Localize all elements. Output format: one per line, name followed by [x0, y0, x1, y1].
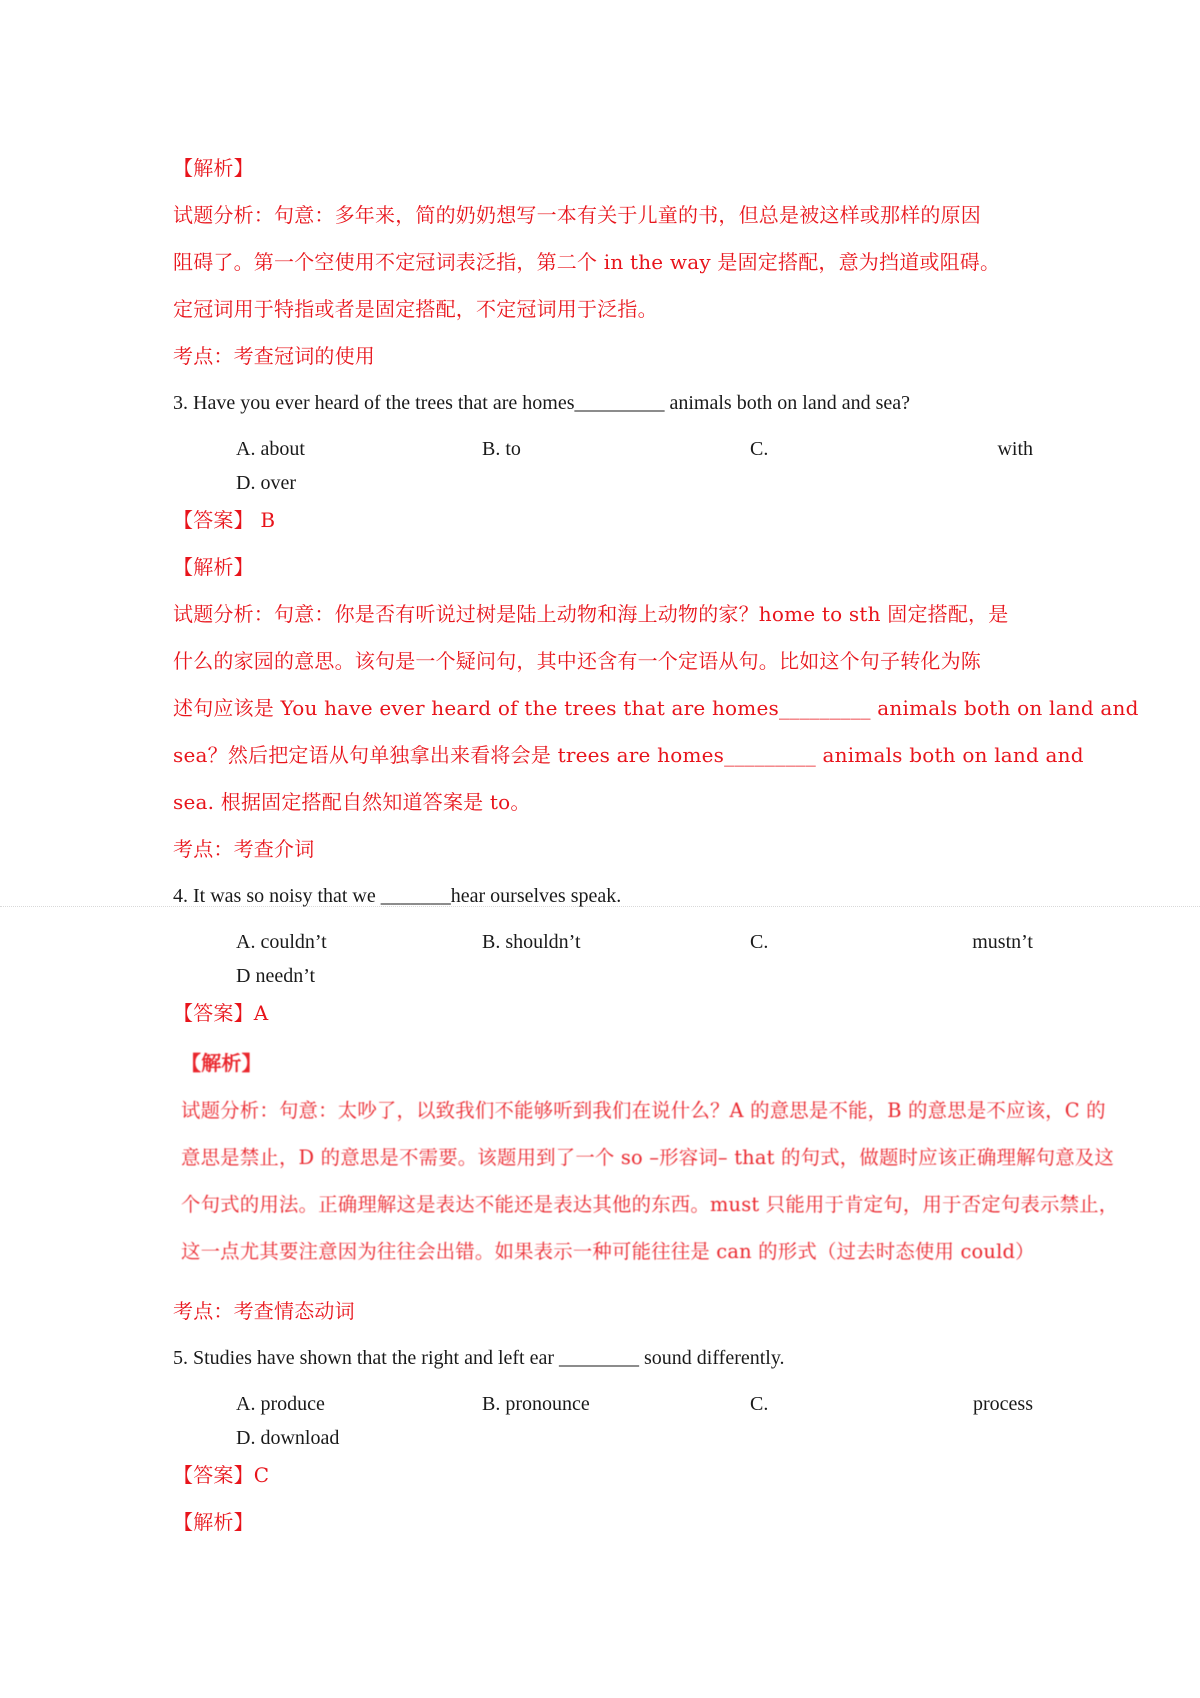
- option-c-text: process: [973, 1393, 1033, 1415]
- analysis-line: 述句应该是 You have ever heard of the trees that are homes_________ animals both on land and: [173, 696, 1139, 720]
- option-a: A. about: [236, 438, 305, 460]
- question-stem: 4. It was so noisy that we _______hear ourselves speak.: [173, 885, 622, 907]
- analysis-line: 试题分析：句意：太吵了，以致我们不能够听到我们在说什么？A 的意思是不能，B 的意思是不应该，C 的: [181, 1099, 1106, 1122]
- analysis-heading: 【解析】: [173, 156, 254, 180]
- analysis-line: 试题分析：句意：多年来，简的奶奶想写一本有关于儿童的书，但总是被这样或那样的原因: [173, 203, 981, 227]
- test-point: 考点：考查情态动词: [173, 1299, 355, 1323]
- option-d: D needn’t: [236, 965, 316, 987]
- answer-key: 【答案】A: [173, 1001, 269, 1025]
- analysis-heading: 【解析】: [181, 1051, 262, 1075]
- option-c-label: C.: [750, 1393, 769, 1415]
- test-point: 考点：考查冠词的使用: [173, 344, 375, 368]
- option-b: B. pronounce: [482, 1393, 590, 1415]
- option-c-label: C.: [750, 931, 769, 953]
- analysis-line: 什么的家园的意思。该句是一个疑问句，其中还含有一个定语从句。比如这个句子转化为陈: [173, 649, 981, 673]
- option-a: A. produce: [236, 1393, 325, 1415]
- question-stem: 3. Have you ever heard of the trees that are homes_________ animals both on land and sea?: [173, 392, 910, 414]
- option-c-label: C.: [750, 438, 769, 460]
- question-stem: 5. Studies have shown that the right and left ear ________ sound differently.: [173, 1347, 785, 1369]
- analysis-heading: 【解析】: [173, 1510, 254, 1534]
- option-c-text: with: [997, 438, 1033, 460]
- analysis-line: sea？然后把定语从句单独拿出来看将会是 trees are homes_________ animals both on land and: [173, 743, 1084, 767]
- option-d: D. over: [236, 472, 296, 494]
- analysis-line: 试题分析：句意：你是否有听说过树是陆上动物和海上动物的家？home to sth 固定搭配，是: [173, 602, 1009, 626]
- analysis-line: 个句式的用法。正确理解这是表达不能还是表达其他的东西。must 只能用于肯定句，用于否定句表示禁止，: [181, 1193, 1119, 1216]
- analysis-line: 这一点尤其要注意因为往往会出错。如果表示一种可能往往是 can 的形式（过去时态使用 could）: [181, 1240, 1035, 1263]
- option-b: B. shouldn’t: [482, 931, 581, 953]
- analysis-line: 阻碍了。第一个空使用不定冠词表泛指，第二个 in the way 是固定搭配，意为挡道或阻碍。: [173, 250, 1001, 274]
- option-c-text: mustn’t: [972, 931, 1033, 953]
- analysis-line: sea. 根据固定搭配自然知道答案是 to。: [173, 790, 531, 814]
- option-d: D. download: [236, 1427, 340, 1449]
- answer-key: 【答案】 B: [173, 508, 276, 532]
- analysis-heading: 【解析】: [173, 555, 254, 579]
- answer-key: 【答案】C: [173, 1463, 270, 1487]
- analysis-line: 定冠词用于特指或者是固定搭配，不定冠词用于泛指。: [173, 297, 658, 321]
- option-b: B. to: [482, 438, 521, 460]
- test-point: 考点：考查介词: [173, 837, 315, 861]
- option-a: A. couldn’t: [236, 931, 327, 953]
- analysis-line: 意思是禁止，D 的意思是不需要。该题用到了一个 so –形容词– that 的句式，做题时应该正确理解句意及这: [181, 1146, 1115, 1169]
